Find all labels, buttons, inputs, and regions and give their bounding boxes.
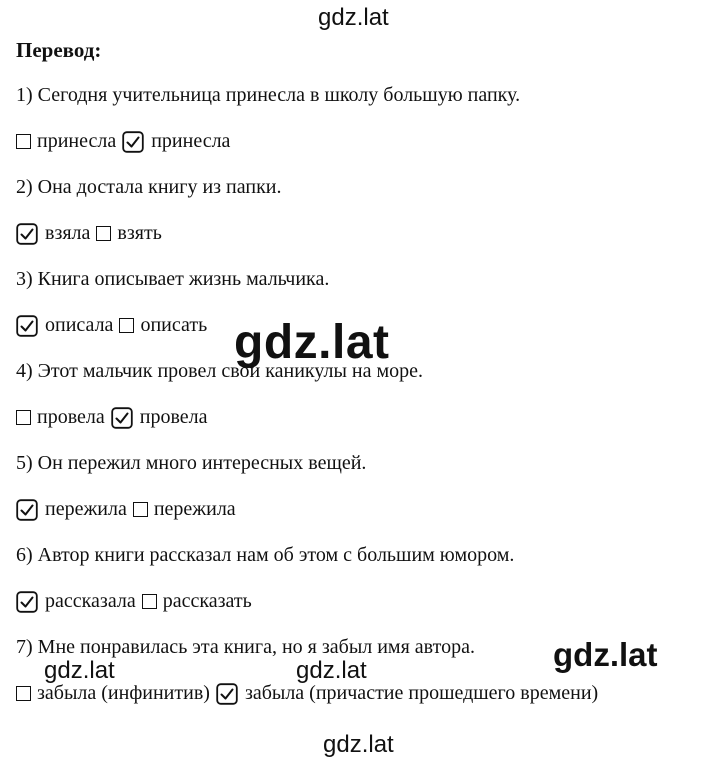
sentence-text: 6) Автор книги рассказал нам об этом с большим юмором. (16, 544, 515, 566)
checkbox-checked-icon[interactable] (16, 499, 38, 521)
sentence-6 (16, 544, 514, 567)
option[interactable] (16, 130, 116, 153)
sentence-text: 2) Она достала книгу из папки. (16, 176, 282, 198)
checkbox-checked-icon[interactable] (16, 591, 38, 613)
watermark-bottom: gdz.lat (323, 731, 394, 758)
sentence-5 (16, 452, 366, 475)
option-label: рассказать (162, 590, 252, 612)
options-3 (16, 314, 207, 337)
option-label: забыла (инфинитив) (37, 682, 210, 704)
watermark-mid-small: gdz.lat (296, 657, 367, 684)
sentence-text: 3) Книга описывает жизнь мальчика. (16, 268, 330, 290)
checkbox-checked-icon[interactable] (216, 683, 238, 705)
option[interactable] (111, 406, 208, 429)
checkbox-empty-icon[interactable] (119, 318, 134, 333)
option-label: провела (139, 406, 208, 428)
options-7 (16, 682, 598, 705)
watermark-center: gdz.lat (234, 316, 390, 369)
options-5 (16, 498, 236, 521)
option[interactable] (16, 314, 113, 337)
option[interactable] (119, 314, 207, 337)
option[interactable] (16, 498, 127, 521)
option[interactable] (122, 130, 230, 153)
sentence-text: 5) Он пережил много интересных вещей. (16, 452, 367, 474)
watermark-top: gdz.lat (318, 4, 389, 31)
option[interactable] (216, 682, 598, 705)
checkbox-checked-icon[interactable] (122, 131, 144, 153)
option[interactable] (16, 682, 210, 705)
option-label: принесла (151, 130, 231, 152)
sentence-2 (16, 176, 282, 199)
sentence-text: 4) Этот мальчик провел свои каникулы на море. (16, 360, 424, 382)
option[interactable] (96, 222, 161, 245)
option-label: описала (45, 314, 114, 336)
checkbox-empty-icon[interactable] (16, 410, 31, 425)
option-label: провела (37, 406, 105, 428)
checkbox-checked-icon[interactable] (16, 315, 38, 337)
sentence-7 (16, 636, 475, 659)
options-6 (16, 590, 252, 613)
option-label: взять (117, 222, 162, 244)
sentence-3 (16, 268, 329, 291)
checkbox-empty-icon[interactable] (142, 594, 157, 609)
options-1 (16, 130, 230, 153)
option[interactable] (133, 498, 236, 521)
option[interactable] (16, 406, 105, 429)
sentence-text: 1) Сегодня учительница принесла в школу большую папку. (16, 84, 521, 106)
option-label: забыла (причастие прошедшего времени) (244, 682, 599, 704)
checkbox-checked-icon[interactable] (16, 223, 38, 245)
checkbox-empty-icon[interactable] (16, 686, 31, 701)
watermark-right: gdz.lat (553, 636, 658, 673)
heading: Перевод: (16, 38, 102, 62)
options-2 (16, 222, 162, 245)
option-label: пережила (45, 498, 127, 520)
option-label: рассказала (45, 590, 136, 612)
option[interactable] (16, 590, 136, 613)
option[interactable] (142, 590, 252, 613)
checkbox-empty-icon[interactable] (16, 134, 31, 149)
checkbox-checked-icon[interactable] (111, 407, 133, 429)
option-label: взяла (45, 222, 91, 244)
option-label: описать (140, 314, 208, 336)
option-label: принесла (37, 130, 117, 152)
sentence-1 (16, 84, 520, 107)
option[interactable] (16, 222, 90, 245)
checkbox-empty-icon[interactable] (96, 226, 111, 241)
watermark-left-small: gdz.lat (44, 657, 115, 684)
option-label: пережила (153, 498, 236, 520)
options-4 (16, 406, 208, 429)
checkbox-empty-icon[interactable] (133, 502, 148, 517)
sentence-text: 7) Мне понравилась эта книга, но я забыл имя автора. (16, 636, 475, 658)
